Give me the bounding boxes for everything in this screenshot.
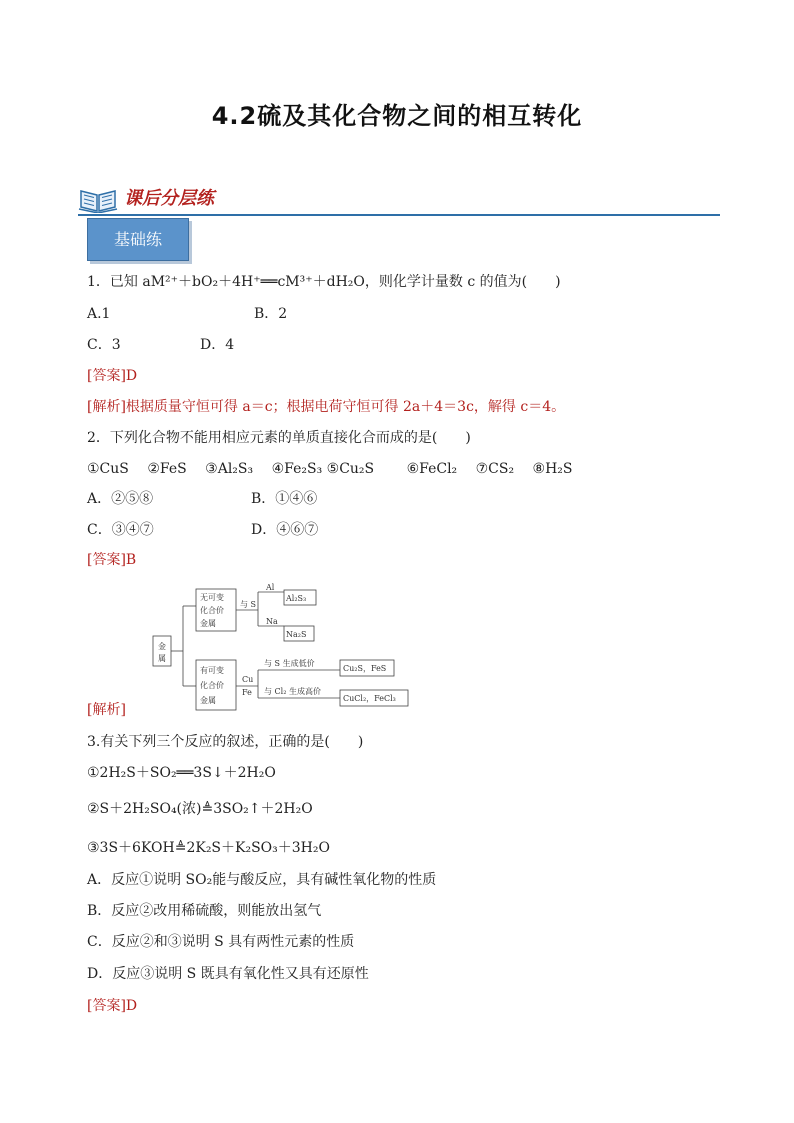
q1-equation: aM²⁺＋bO₂＋4H⁺══cM³⁺＋dH₂O — [142, 274, 365, 290]
q2-item: ①CuS — [87, 461, 129, 477]
q2-option-a: A．②⑤⑧ — [87, 491, 154, 507]
q2-answer: [答案]B — [87, 552, 137, 568]
diagram-top-label: 金属 — [200, 619, 216, 628]
diagram-low-product: Cu₂S，FeS — [343, 664, 387, 673]
diagram-al: Al — [266, 583, 275, 592]
diagram-high-product: CuCl₂，FeCl₃ — [343, 694, 396, 703]
q2-item: ⑥FeCl₂ — [406, 461, 458, 477]
q2-items — [87, 459, 573, 479]
q1-options-row2 — [87, 335, 235, 355]
metal-sulfide-diagram — [150, 582, 412, 714]
diagram-al2s3: Al₂S₃ — [286, 594, 307, 603]
diagram-cu: Cu — [242, 675, 254, 684]
q2-options-row2 — [87, 520, 319, 540]
diagram-fe: Fe — [242, 688, 252, 697]
diagram-high: 与 Cl₂ 生成高价 — [264, 687, 321, 696]
q1-options-row1 — [87, 304, 288, 324]
q2-item: ⑤Cu₂S — [326, 461, 375, 477]
page-title: 4.2硫及其化合物之间的相互转化 — [211, 102, 583, 130]
q3-option-d: D．反应③说明 S 既具有氧化性又具有还原性 — [87, 966, 369, 982]
q3-reaction-2: ②S＋2H₂SO₄(浓)≜3SO₂↑＋2H₂O — [87, 801, 313, 817]
section-header — [78, 180, 720, 216]
q2-analysis: [解析] — [87, 702, 126, 718]
q1-stem — [87, 272, 561, 292]
q3-option-b: B．反应②改用稀硫酸，则能放出氢气 — [87, 903, 322, 919]
diagram-bottom-label: 有可变 — [200, 666, 224, 675]
diagram-bottom-label: 金属 — [200, 696, 216, 705]
q3-option-a: A．反应①说明 SO₂能与酸反应，具有碱性氧化物的性质 — [87, 872, 437, 888]
q2-item: ④Fe₂S₃ — [271, 461, 323, 477]
section-title: 课后分层练 — [124, 188, 214, 209]
diagram-top-label: 无可变 — [200, 593, 224, 602]
q2-item: ③Al₂S₃ — [205, 461, 254, 477]
q1-option-c: C．3 — [87, 337, 121, 353]
q2-item: ⑧H₂S — [532, 461, 573, 477]
diagram-root-label: 金 — [158, 642, 166, 651]
q1-analysis: [解析]根据质量守恒可得 a＝c；根据电荷守恒可得 2a＋4＝3c，解得 c＝4。 — [87, 399, 566, 415]
q2-option-c: C．③④⑦ — [87, 522, 154, 538]
q1-stem-prefix: 1．已知 — [87, 274, 143, 290]
q1-option-a: A.1 — [87, 306, 111, 322]
q2-option-b: B．①④⑥ — [251, 491, 318, 507]
level-tag: 基础练 — [87, 218, 189, 261]
q1-stem-suffix: ，则化学计量数 c 的值为( ) — [364, 274, 561, 290]
q1-option-d: D．4 — [200, 337, 235, 353]
diagram-na2s: Na₂S — [286, 630, 307, 639]
q2-option-d: D．④⑥⑦ — [251, 522, 319, 538]
q1-option-b: B．2 — [254, 306, 288, 322]
q3-answer: [答案]D — [87, 998, 138, 1014]
q3-stem: 3.有关下列三个反应的叙述，正确的是( ) — [87, 734, 364, 750]
q3-reaction-3: ③3S＋6KOH≜2K₂S＋K₂SO₃＋3H₂O — [87, 840, 330, 856]
diagram-root-label: 属 — [158, 654, 166, 663]
q2-item: ②FeS — [147, 461, 187, 477]
q1-answer: [答案]D — [87, 368, 138, 384]
diagram-with-s: 与 S — [240, 600, 257, 609]
diagram-na: Na — [266, 617, 278, 626]
q3-option-c: C．反应②和③说明 S 具有两性元素的性质 — [87, 934, 355, 950]
q2-item: ⑦CS₂ — [475, 461, 515, 477]
diagram-low: 与 S 生成低价 — [264, 659, 315, 668]
book-icon — [78, 183, 118, 213]
diagram-bottom-label: 化合价 — [200, 681, 224, 690]
q3-reaction-1: ①2H₂S＋SO₂══3S↓＋2H₂O — [87, 765, 276, 781]
section-rule — [78, 214, 720, 216]
q2-stem: 2．下列化合物不能用相应元素的单质直接化合而成的是( ) — [87, 430, 471, 446]
q2-options-row1 — [87, 489, 318, 509]
diagram-top-label: 化合价 — [200, 606, 224, 615]
